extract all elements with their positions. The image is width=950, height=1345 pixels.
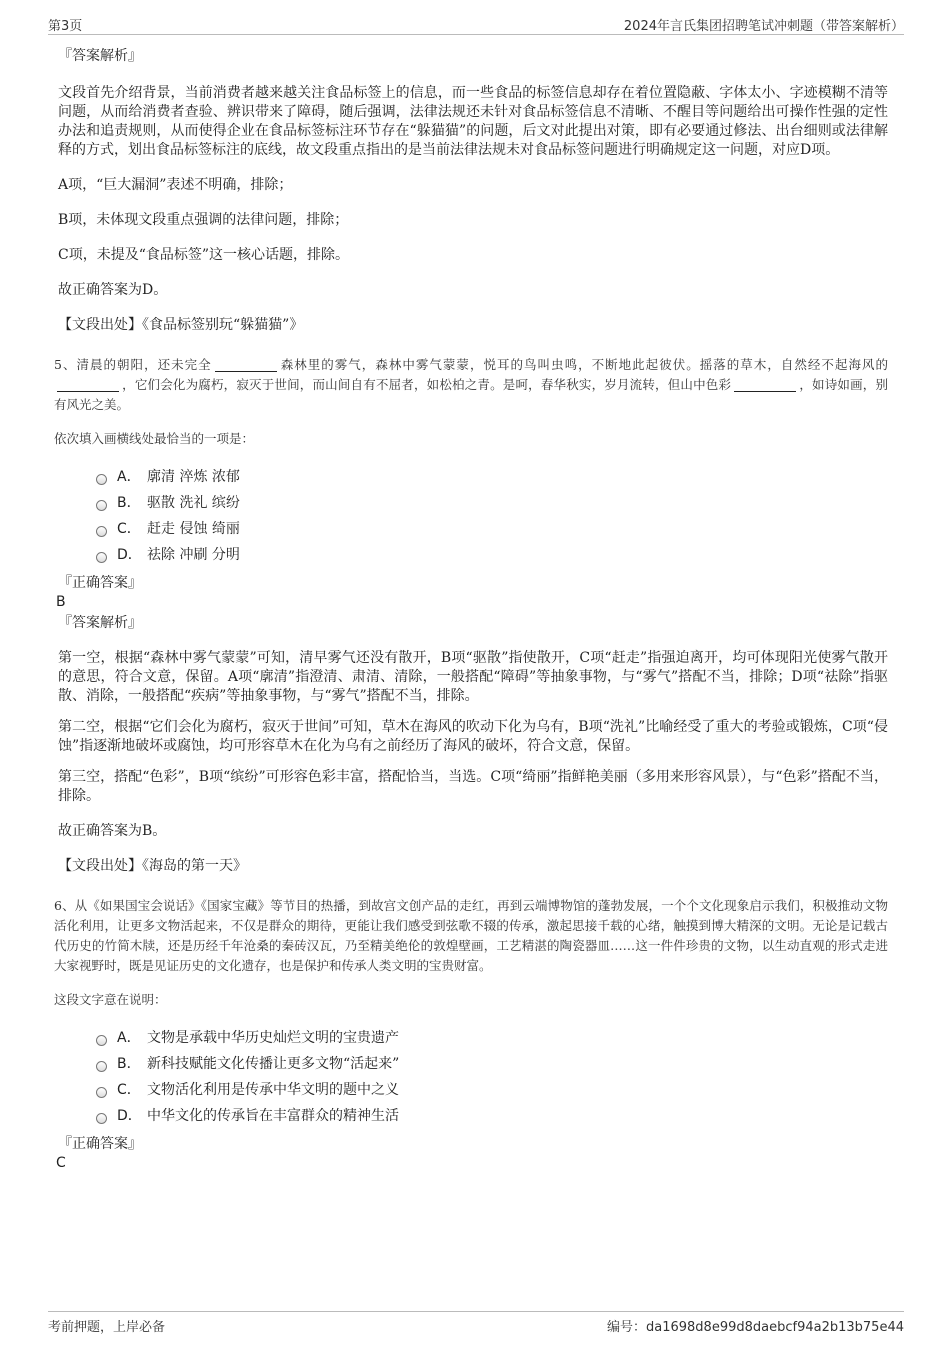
- q6-option-c[interactable]: C． 文物活化利用是传承中华文明的题中之义: [96, 1076, 888, 1102]
- radio-icon[interactable]: [96, 1087, 107, 1098]
- q5-analysis-1: 第一空，根据“森林中雾气蒙蒙”可知，清早雾气还没有散开，B项“驱散”指使散开，C项“赶走”指强迫离开，均可体现阳光使雾气散开的意思，符合文意，保留。A项“廓清”指澄清、肃清、清除，一般搭配“障碍”等抽象事物，与“雾气”搭配不当，排除；D项“祛除”指驱散、消除，一般搭配“疾病”等抽象事物，与“雾气”搭配不当，排除。: [58, 650, 888, 704]
- q4-option-a-note: A项，“巨大漏洞”表述不明确，排除；: [58, 177, 293, 193]
- q6-stem: 6、从《如果国宝会说话》《国家宝藏》等节目的热播，到故宫文创产品的走红，再到云端博物馆的蓬勃发展，一个个文化现象启示我们，积极推动文物活化利用，让更多文物活起来，不仅是群众的期待，更能让我们感受到弦歌不辍的传承，激起思接千载的心绪，触摸到博大精深的文明。无论是记载古代历史的竹简木牍，还是历经千年沧桑的秦砖汉瓦，乃至精美绝伦的敦煌壁画，工艺精湛的陶瓷器皿……这一件件珍贵的文物，以生动直观的形式走进大家视野时，既是见证历史的文化遗存，也是保护和传承人类文明的宝贵财富。: [54, 898, 888, 973]
- q5-analysis-3: 第三空，搭配“色彩”，B项“缤纷”可形容色彩丰富，搭配恰当，当选。C项“绮丽”指鲜艳美丽（多用来形容风景），与“色彩”搭配不当，排除。: [58, 769, 888, 804]
- radio-icon[interactable]: [96, 474, 107, 485]
- q4-conclusion: 故正确答案为D。: [58, 282, 168, 298]
- q6-answer-label: 『正确答案』: [58, 1136, 142, 1152]
- q6-prompt: 这段文字意在说明：: [54, 992, 167, 1007]
- q5-options: [96, 463, 888, 567]
- q6-option-d[interactable]: D． 中华文化的传承旨在丰富群众的精神生活: [96, 1102, 888, 1128]
- q5-stem: 5、清晨的朝阳，还未完全 森林里的雾气，森林中雾气蒙蒙，悦耳的鸟叫虫鸣，不断地此起彼伏。摇落的草木，自然经不起海风的，它们会化为腐朽，寂灭于世间，而山间自有不屈者，如松柏之青。是呵，春华秋实，岁月流转，但山中色彩 ，如诗如画，别有风光之美。: [54, 357, 888, 412]
- document-id: 编号：da1698d8e99d8daebcf94a2b13b75e44: [607, 1320, 904, 1335]
- page-number: 第3页: [48, 19, 83, 34]
- radio-icon[interactable]: [96, 1061, 107, 1072]
- q5-option-d[interactable]: D． 祛除 冲刷 分明: [96, 541, 888, 567]
- footer-slogan: 考前押题，上岸必备: [48, 1320, 166, 1335]
- blank-1: [215, 357, 277, 372]
- radio-icon[interactable]: [96, 1113, 107, 1124]
- radio-icon[interactable]: [96, 552, 107, 563]
- document-title: 2024年言氏集团招聘笔试冲刺题（带答案解析）: [623, 19, 904, 34]
- radio-icon[interactable]: [96, 1035, 107, 1046]
- q4-source: 【文段出处】《食品标签别玩“躲猫猫”》: [58, 317, 304, 333]
- q5-analysis-2: 第二空，根据“它们会化为腐朽，寂灭于世间”可知，草木在海风的吹动下化为乌有，B项“洗礼”比喻经受了重大的考验或锻炼，C项“侵蚀”指逐渐地破坏或腐蚀，均可形容草木在化为乌有之前经历了海风的破坏，符合文意，保留。: [58, 719, 888, 754]
- radio-icon[interactable]: [96, 526, 107, 537]
- q4-analysis-text: 文段首先介绍背景，当前消费者越来越关注食品标签上的信息，而一些食品的标签信息却存在着位置隐蔽、字体太小、字迹模糊不清等问题，从而给消费者查验、辨识带来了障碍，随后强调，法律法规还未针对食品标签信息不清晰、不醒目等问题给出可操作性强的定性办法和追责规则，从而使得企业在食品标签标注环节存在“躲猫猫”的问题，后文对此提出对策，即有必要通过修法、出台细则或法律解释的方式，划出食品标签标注的底线，故文段重点指出的是当前法律法规未对食品标签问题进行明确规定这一问题，对应D项。: [58, 85, 888, 158]
- q6-answer: C: [56, 1155, 66, 1171]
- q4-analysis-label: 『答案解析』: [58, 48, 142, 64]
- radio-icon[interactable]: [96, 500, 107, 511]
- q5-option-b[interactable]: B． 驱散 洗礼 缤纷: [96, 489, 888, 515]
- page-footer: [48, 1311, 904, 1336]
- q5-analysis-label: 『答案解析』: [58, 615, 142, 631]
- q6-option-a[interactable]: A． 文物是承载中华历史灿烂文明的宝贵遗产: [96, 1024, 888, 1050]
- blank-2: [57, 377, 119, 392]
- q4-option-b-note: B项，未体现文段重点强调的法律问题，排除；: [58, 212, 349, 228]
- q5-answer: B: [56, 594, 66, 610]
- q6-option-b[interactable]: B． 新科技赋能文化传播让更多文物“活起来”: [96, 1050, 888, 1076]
- q5-option-c[interactable]: C． 赶走 侵蚀 绮丽: [96, 515, 888, 541]
- q5-prompt: 依次填入画横线处最恰当的一项是：: [54, 431, 255, 446]
- page-header: [48, 12, 904, 35]
- q4-option-c-note: C项，未提及“食品标签”这一核心话题，排除。: [58, 247, 350, 263]
- q5-source: 【文段出处】《海岛的第一天》: [58, 858, 247, 874]
- q5-option-a[interactable]: A． 廓清 淬炼 浓郁: [96, 463, 888, 489]
- blank-3: [734, 377, 796, 392]
- q5-answer-label: 『正确答案』: [58, 575, 142, 591]
- q6-options: [96, 1024, 888, 1128]
- q5-conclusion: 故正确答案为B。: [58, 823, 167, 839]
- page-content: [54, 40, 888, 1172]
